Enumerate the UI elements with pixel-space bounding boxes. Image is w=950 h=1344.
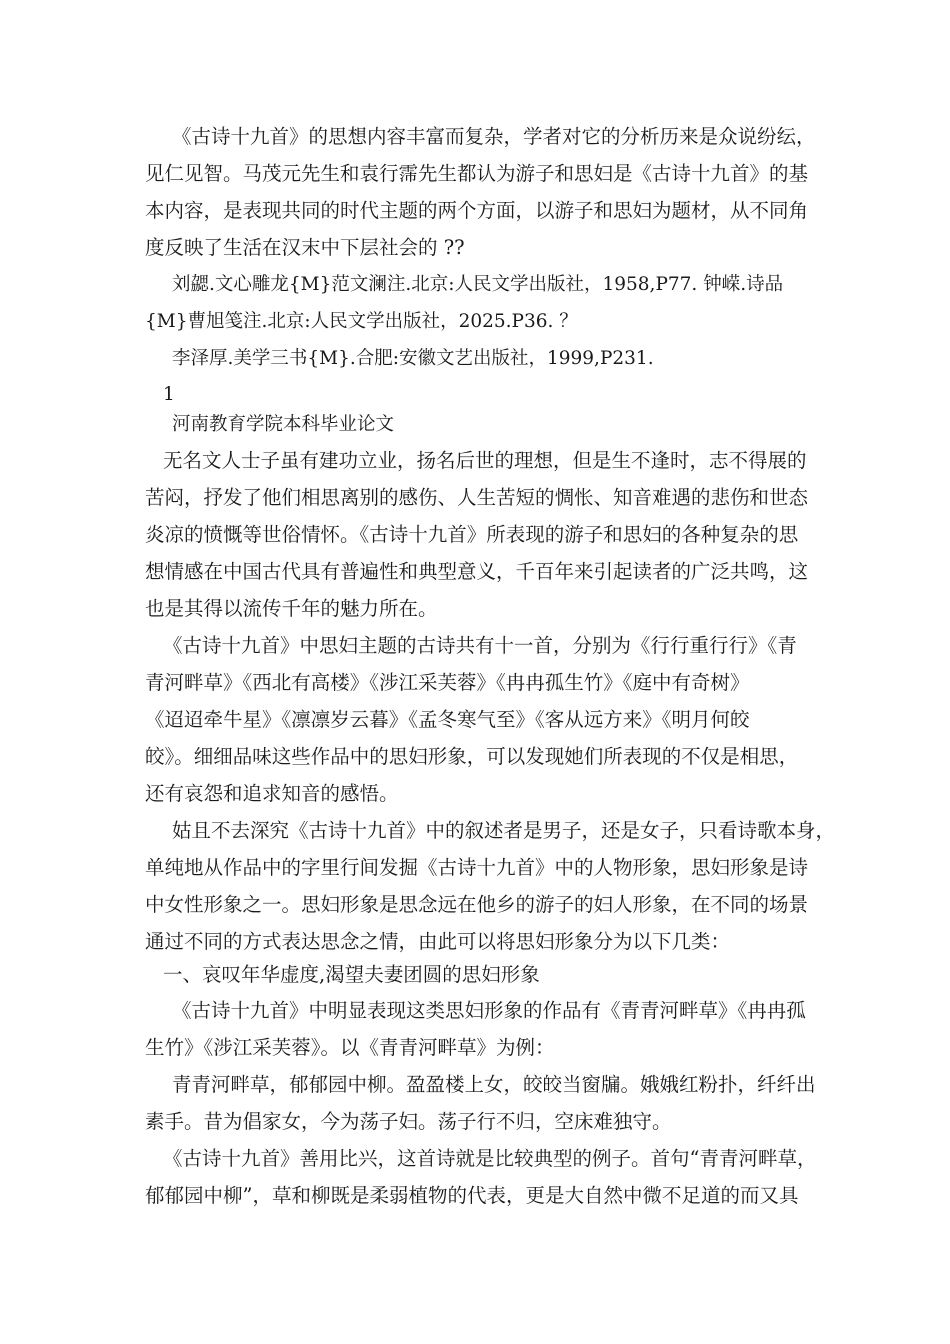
- paragraph-line: 姑且不去深究《古诗十九首》中的叙述者是男子，还是女子，只看诗歌本身，: [172, 819, 836, 842]
- paragraph-line: 青河畔草》《西北有高楼》《涉江采芙蓉》《冉冉孤生竹》《庭中有奇树》: [145, 671, 750, 694]
- paragraph-line: 想情感在中国古代具有普遍性和典型意义，千百年来引起读者的广泛共鸣，这: [145, 560, 809, 583]
- footnote-line: 刘勰.文心雕龙{M}范文澜注.北京:人民文学出版社，1958,P77. 钟嵘.诗品: [172, 274, 784, 295]
- paragraph-line: 炎凉的愤慨等世俗情怀。《古诗十九首》所表现的游子和思妇的各种复杂的思: [145, 523, 799, 546]
- paragraph-line: 《古诗十九首》中思妇主题的古诗共有十一首，分别为《行行重行行》《青: [163, 634, 797, 657]
- paragraph-line: 通过不同的方式表达思念之情，由此可以将思妇形象分为以下几类：: [145, 930, 731, 953]
- paragraph-line: 还有哀怨和追求知音的感悟。: [145, 782, 399, 805]
- paragraph-line: 中女性形象之一。思妇形象是思念远在他乡的游子的妇人形象，在不同的场景: [145, 893, 809, 916]
- footnote-line: 李泽厚.美学三书{M}.合肥:安徽文艺出版社，1999,P231.: [172, 348, 654, 369]
- paragraph-line: 郁郁园中柳”，草和柳既是柔弱植物的代表，更是大自然中微不足道的而又具: [145, 1184, 799, 1207]
- paragraph-line: 皎》。细细品味这些作品中的思妇形象，可以发现她们所表现的不仅是相思，: [145, 745, 799, 768]
- paragraph-line: 《古诗十九首》中明显表现这类思妇形象的作品有《青青河畔草》《冉冉孤: [172, 999, 806, 1022]
- paragraph-line: 单纯地从作品中的字里行间发掘《古诗十九首》中的人物形象，思妇形象是诗: [145, 856, 809, 879]
- paragraph-line: 生竹》《涉江采芙蓉》。以《青青河畔草》为例：: [145, 1036, 555, 1059]
- paragraph-line: 见仁见智。马茂元先生和袁行霈先生都认为游子和思妇是《古诗十九首》的基: [145, 162, 809, 185]
- paragraph-line: 度反映了生活在汉末中下层社会的 ??: [145, 236, 465, 259]
- paragraph-line: 《古诗十九首》的思想内容丰富而复杂，学者对它的分析历来是众说纷纭，: [172, 125, 816, 148]
- poem-line: 素手。昔为倡家女，今为荡子妇。荡子行不归，空床难独守。: [145, 1110, 672, 1133]
- paragraph-line: 《古诗十九首》善用比兴，这首诗就是比较典型的例子。首句“青青河畔草，: [163, 1147, 817, 1170]
- running-header: 河南教育学院本科毕业论文: [172, 414, 395, 435]
- paragraph-line: 本内容，是表现共同的时代主题的两个方面，以游子和思妇为题材，从不同角: [145, 199, 809, 222]
- paragraph-line: 也是其得以流传千年的魅力所在。: [145, 597, 438, 620]
- footnote-line: {M}曹旭笺注.北京:人民文学出版社，2025.P36. ？: [145, 311, 578, 332]
- section-heading: 一、哀叹年华虚度,渴望夫妻团圆的思妇形象: [163, 963, 540, 986]
- page-number: 1: [163, 384, 175, 405]
- paragraph-line: 苦闷，抒发了他们相思离别的感伤、人生苦短的惆怅、知音难遇的悲伤和世态: [145, 486, 809, 509]
- poem-line: 青青河畔草，郁郁园中柳。盈盈楼上女，皎皎当窗牖。娥娥红粉扑，纤纤出: [172, 1073, 816, 1096]
- paragraph-line: 《迢迢牵牛星》《凛凛岁云暮》《孟冬寒气至》《客从远方来》《明月何皎: [145, 708, 750, 731]
- paragraph-line: 无名文人士子虽有建功立业，扬名后世的理想，但是生不逢时，志不得展的: [163, 449, 807, 472]
